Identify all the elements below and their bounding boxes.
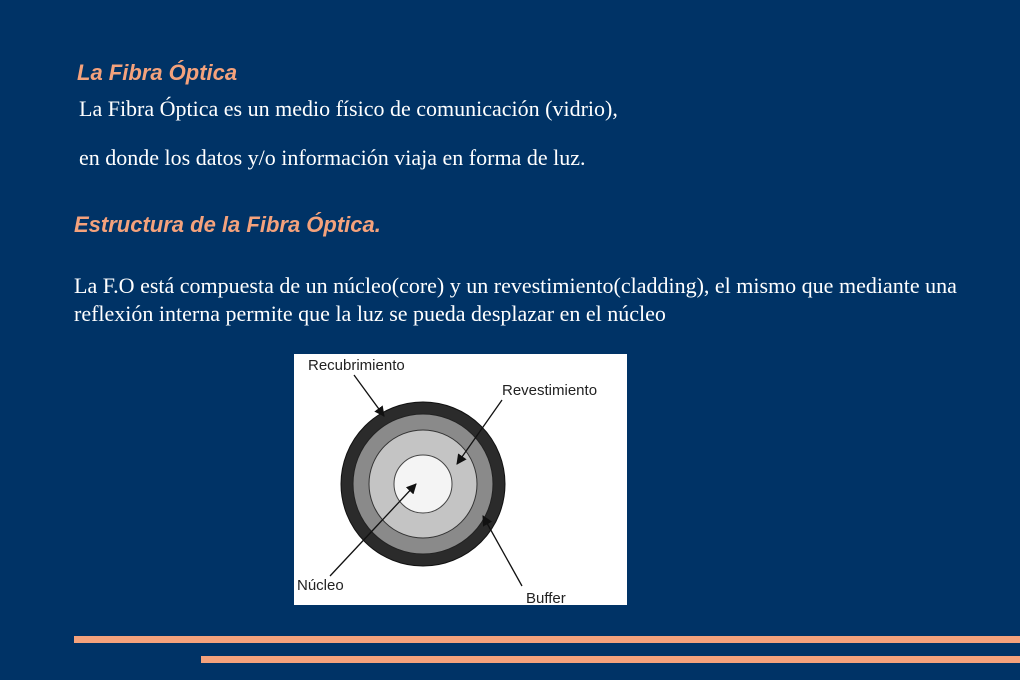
arrow-buffer bbox=[483, 516, 522, 586]
description-paragraph: La F.O está compuesta de un núcleo(core) y un revestimiento(cladding), el mismo que mediante una reflexión interna permite que la luz se pueda desplazar en el núcleo bbox=[74, 273, 957, 326]
intro-line-1: La Fibra Óptica es un medio físico de comunicación (vidrio), bbox=[79, 96, 618, 121]
accent-bar-upper bbox=[74, 636, 1020, 643]
slide-title: La Fibra Óptica bbox=[77, 60, 238, 85]
label-nucleo: Núcleo bbox=[297, 577, 344, 594]
nucleo-core bbox=[394, 455, 452, 513]
fiber-cross-section-diagram bbox=[294, 354, 627, 605]
label-revestimiento: Revestimiento bbox=[502, 382, 598, 399]
section-subtitle: Estructura de la Fibra Óptica. bbox=[74, 212, 381, 237]
intro-line-2: en donde los datos y/o información viaja en forma de luz. bbox=[79, 145, 586, 170]
accent-bar-lower bbox=[201, 656, 1020, 663]
label-buffer: Buffer bbox=[526, 590, 566, 605]
arrow-recubrimiento bbox=[354, 375, 384, 416]
label-recubrimiento: Recubrimiento bbox=[308, 357, 405, 374]
